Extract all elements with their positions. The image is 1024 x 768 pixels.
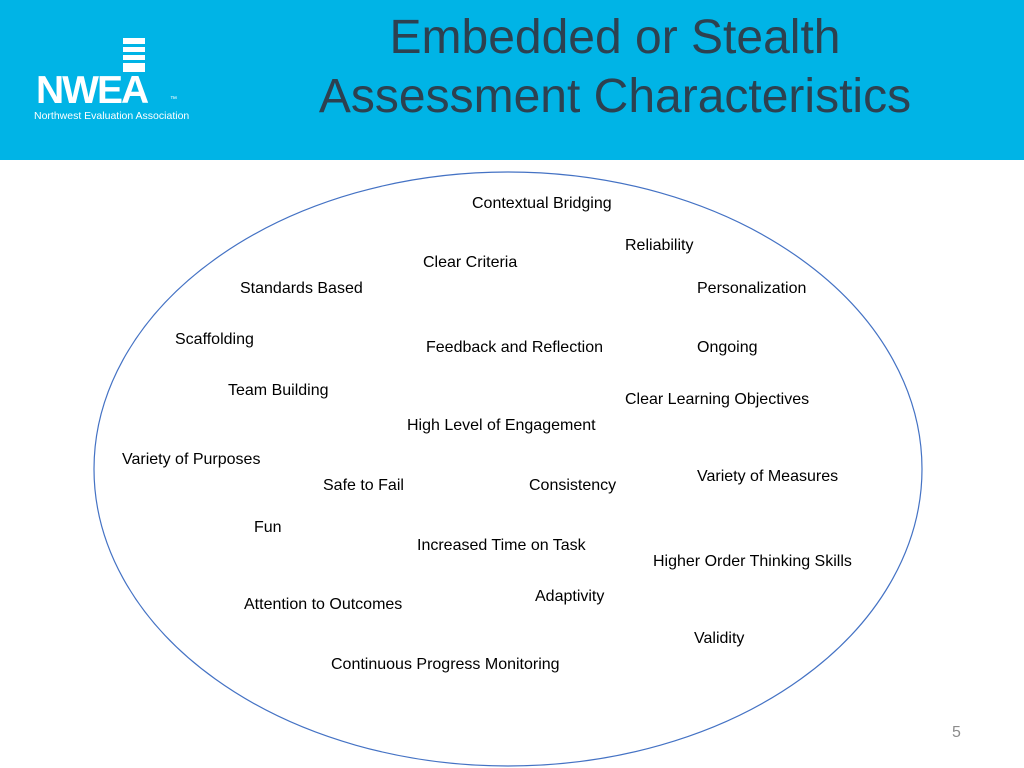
characteristic-item: Contextual Bridging <box>472 195 612 212</box>
characteristic-item: Adaptivity <box>535 588 605 605</box>
logo-trademark: ™ <box>170 96 177 103</box>
characteristic-item: Variety of Measures <box>697 468 839 485</box>
logo-wordmark: NWEA <box>36 69 148 112</box>
characteristic-item: Validity <box>694 630 745 647</box>
characteristic-item: Attention to Outcomes <box>244 596 403 613</box>
characteristic-item: Personalization <box>697 280 807 297</box>
characteristic-item: Team Building <box>228 382 329 399</box>
characteristic-item: Increased Time on Task <box>417 537 586 554</box>
characteristic-item: Clear Criteria <box>423 254 518 271</box>
characteristic-item: Higher Order Thinking Skills <box>653 553 852 570</box>
page-number: 5 <box>952 724 961 741</box>
characteristic-item: Clear Learning Objectives <box>625 391 810 408</box>
characteristic-item: Continuous Progress Monitoring <box>331 656 560 673</box>
characteristic-item: Ongoing <box>697 339 758 356</box>
characteristic-item: Safe to Fail <box>323 477 404 494</box>
characteristic-item: Fun <box>254 519 282 536</box>
characteristic-item: Reliability <box>625 237 694 254</box>
title-line-1: Embedded or Stealth <box>389 11 841 64</box>
logo-tagline: Northwest Evaluation Association <box>34 110 190 122</box>
characteristic-item: Feedback and Reflection <box>426 339 603 356</box>
characteristic-item: Scaffolding <box>175 331 254 348</box>
characteristic-item: Consistency <box>529 477 617 494</box>
characteristic-item: Variety of Purposes <box>122 451 261 468</box>
title-line-2: Assessment Characteristics <box>318 70 912 123</box>
characteristic-item: Standards Based <box>240 280 363 297</box>
characteristic-item: High Level of Engagement <box>407 417 596 434</box>
